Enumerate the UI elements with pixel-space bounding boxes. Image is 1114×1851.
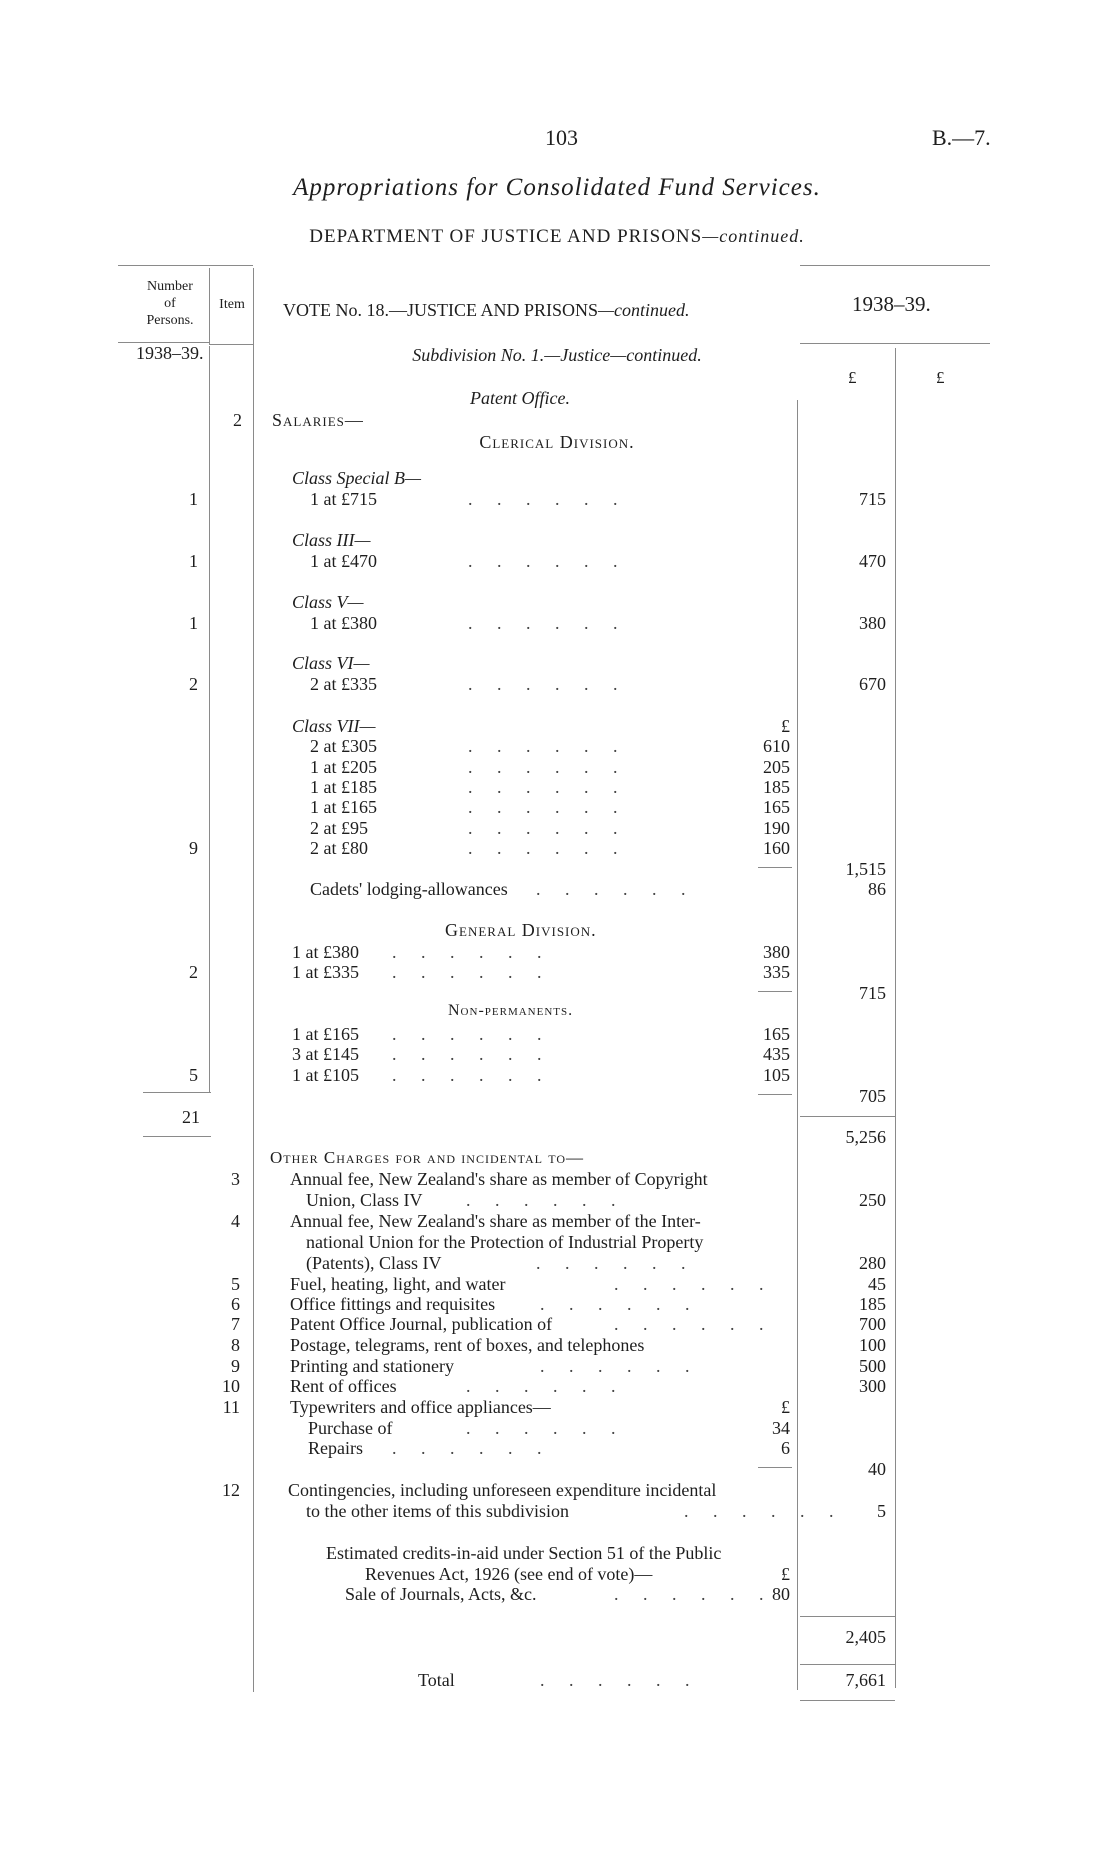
clerical-division-heading: Clerical Division. [479, 432, 635, 452]
amount: 335 [763, 962, 790, 982]
charge-line: 10 Rent of offices . . . . . . 300 [0, 1376, 1114, 1398]
nonperm-line: 5 1 at £105 . . . . . . 105 [189, 1065, 790, 1085]
general-division-heading: General Division. [445, 920, 597, 940]
credits-line: Estimated credits-in-aid under Section 51 of the Public [326, 1543, 722, 1563]
item-number: 12 [222, 1480, 240, 1500]
charges-total-row [0, 1627, 1114, 1649]
pound-sign: £ [781, 716, 790, 736]
persons-count: 1 [189, 551, 198, 571]
persons-column-label: Number of Persons. [146, 279, 194, 328]
rule-year-sub [800, 343, 990, 344]
amount: 715 [859, 489, 886, 509]
item-number: 5 [231, 1274, 240, 1294]
amount: 705 [859, 1086, 886, 1106]
subtotal-row [0, 1086, 1114, 1108]
department-title [0, 226, 1114, 248]
amount: 380 [859, 613, 886, 633]
currency-sign-b: £ [936, 368, 945, 387]
department-suffix: —continued. [702, 226, 805, 246]
persons-count: 2 [189, 674, 198, 694]
subtotal-row [0, 859, 1114, 881]
department-name: DEPARTMENT OF JUSTICE AND PRISONS [309, 226, 703, 247]
class-heading: Class V— [292, 592, 364, 612]
nonpermanents-heading: Non-permanents. [448, 1002, 574, 1019]
rule-charges-total-top [800, 1616, 895, 1617]
class-line: 2 2 at £335 . . . . . . 670 [189, 674, 886, 694]
credits-line: Sale of Journals, Acts, &c. . . . . . . 80 [345, 1584, 790, 1604]
amount: 160 [763, 838, 790, 858]
total-row: Total . . . . . . 7,661 [418, 1670, 886, 1690]
persons-year-label: 1938–39. [136, 343, 204, 363]
amount: 105 [763, 1065, 790, 1085]
charge-line: 9 Printing and stationery . . . . . . 500 [0, 1356, 1114, 1378]
typewriters-line: Purchase of . . . . . . 34 [308, 1418, 790, 1438]
general-line: 2 1 at £335 . . . . . . 335 [189, 962, 790, 982]
amount: 300 [859, 1376, 886, 1396]
class-line: 2 at £95 . . . . . . 190 [310, 818, 790, 838]
charge-line: (Patents), Class IV . . . . . . 280 [306, 1253, 886, 1273]
document-title: Appropriations for Consolidated Fund Services. [293, 174, 821, 201]
pound-sign: £ [781, 1564, 790, 1584]
amount: 280 [859, 1253, 886, 1273]
charge-line: 5 Fuel, heating, light, and water . . . . . . 45 [0, 1274, 1114, 1296]
amount: 190 [763, 818, 790, 838]
charge-line: 4 Annual fee, New Zealand's share as member of the Inter- [0, 1211, 1114, 1233]
rule-persons-head [209, 268, 210, 344]
persons-total: 21 [182, 1107, 200, 1127]
typewriters-line: Repairs . . . . . . 6 [308, 1438, 790, 1458]
item-column-label: Item [219, 297, 245, 312]
rule-total-bottom [800, 1700, 895, 1701]
charge-line: 3 Annual fee, New Zealand's share as member of Copyright [0, 1169, 1114, 1191]
general-line: 1 at £380 . . . . . . 380 [292, 942, 790, 962]
class-line: 1 1 at £380 . . . . . . 380 [189, 613, 886, 633]
amount: 435 [763, 1044, 790, 1064]
amount: 185 [763, 777, 790, 797]
amount: 700 [859, 1314, 886, 1334]
amount: 715 [859, 983, 886, 1003]
persons-total-row [0, 1107, 1114, 1129]
amount: 250 [859, 1190, 886, 1210]
item-number: 2 [233, 410, 242, 430]
item-number: 7 [231, 1314, 240, 1334]
salaries-total: 5,256 [845, 1127, 886, 1147]
document-code: B.—7. [932, 125, 991, 150]
amount: 470 [859, 551, 886, 571]
item-number: 9 [231, 1356, 240, 1376]
persons-count: 1 [189, 489, 198, 509]
amount: 5 [877, 1501, 886, 1521]
year-column-label: 1938–39. [852, 292, 931, 316]
salaries-label: Salaries— [272, 410, 364, 430]
grand-total: 7,661 [845, 1670, 886, 1690]
subtotal-row [0, 1459, 1114, 1481]
item-number: 11 [222, 1397, 240, 1417]
charge-line: national Union for the Protection of Industrial Property [306, 1232, 704, 1252]
typewriters-row: 11 Typewriters and office appliances— £ [0, 1397, 1114, 1419]
persons-count: 9 [189, 838, 198, 858]
item-number: 4 [231, 1211, 240, 1231]
amount: 6 [781, 1438, 790, 1458]
amount: 500 [859, 1356, 886, 1376]
rule-top-left [118, 265, 253, 266]
charge-line: 7 Patent Office Journal, publication of . . . . . . 700 [0, 1314, 1114, 1336]
charges-total: 2,405 [845, 1627, 886, 1647]
amount: 45 [868, 1274, 886, 1294]
page-number: 103 [545, 125, 578, 150]
rule-top-right [800, 265, 990, 266]
item-number: 8 [231, 1335, 240, 1355]
pound-sign: £ [781, 1397, 790, 1417]
vote-title-text: VOTE No. 18.—JUSTICE AND PRISONS [283, 300, 599, 320]
amount: 165 [763, 797, 790, 817]
currency-sign-a: £ [848, 368, 857, 387]
persons-count: 2 [189, 962, 198, 982]
amount: 34 [772, 1418, 790, 1438]
amount: 670 [859, 674, 886, 694]
class-line: 1 1 at £470 . . . . . . 470 [189, 551, 886, 571]
contingencies-line: to the other items of this subdivision . . . . . . 5 [306, 1501, 886, 1521]
credits-line: Revenues Act, 1926 (see end of vote)— £ [365, 1564, 790, 1584]
item-number: 3 [231, 1169, 240, 1189]
amount: 165 [763, 1024, 790, 1044]
persons-count: 1 [189, 613, 198, 633]
class-line: 2 at £305 . . . . . . 610 [310, 736, 790, 756]
other-charges-heading: Other Charges for and incidental to— [270, 1148, 585, 1167]
salaries-row [0, 410, 1114, 432]
class-heading: Class VII— £ [292, 716, 790, 736]
item-number: 6 [231, 1294, 240, 1314]
vote-title-suffix: —continued. [598, 300, 690, 320]
amount: 205 [763, 757, 790, 777]
amount: 1,515 [845, 859, 886, 879]
amount: 40 [868, 1459, 886, 1479]
class-line: 1 at £205 . . . . . . 205 [310, 757, 790, 777]
class-heading: Class VI— [292, 653, 370, 673]
amount: 86 [868, 879, 886, 899]
total-label: Total [418, 1670, 455, 1690]
other-charges-heading-row [0, 1148, 1114, 1170]
cadets-row: Cadets' lodging-allowances . . . . . . 86 [310, 879, 886, 899]
amount: 380 [763, 942, 790, 962]
patent-office-heading: Patent Office. [470, 388, 570, 408]
class-line: 1 at £165 . . . . . . 165 [310, 797, 790, 817]
class-heading: Class Special B— [292, 468, 421, 488]
class-line: 1 1 at £715 . . . . . . 715 [189, 489, 886, 509]
salaries-total-row [0, 1127, 1114, 1149]
nonperm-line: 3 at £145 . . . . . . 435 [292, 1044, 790, 1064]
subdivision-title: Subdivision No. 1.—Justice—continued. [412, 345, 702, 365]
class-line: 9 2 at £80 . . . . . . 160 [189, 838, 790, 858]
vote-title [283, 300, 690, 321]
charge-line: 8 Postage, telegrams, rent of boxes, and telephones 100 [0, 1335, 1114, 1357]
charge-line: Union, Class IV . . . . . . 250 [306, 1190, 886, 1210]
amount: 185 [859, 1294, 886, 1314]
rule-total-top [800, 1664, 895, 1665]
amount: 610 [763, 736, 790, 756]
persons-count: 5 [189, 1065, 198, 1085]
amount: 100 [859, 1335, 886, 1355]
class-line: 1 at £185 . . . . . . 185 [310, 777, 790, 797]
amount: 80 [772, 1584, 790, 1604]
charge-line: 6 Office fittings and requisites . . . . . . 185 [0, 1294, 1114, 1316]
nonperm-line: 1 at £165 . . . . . . 165 [292, 1024, 790, 1044]
item-number: 10 [222, 1376, 240, 1396]
class-heading: Class III— [292, 530, 371, 550]
contingencies-row: 12 Contingencies, including unforeseen expenditure incidental [0, 1480, 1114, 1502]
